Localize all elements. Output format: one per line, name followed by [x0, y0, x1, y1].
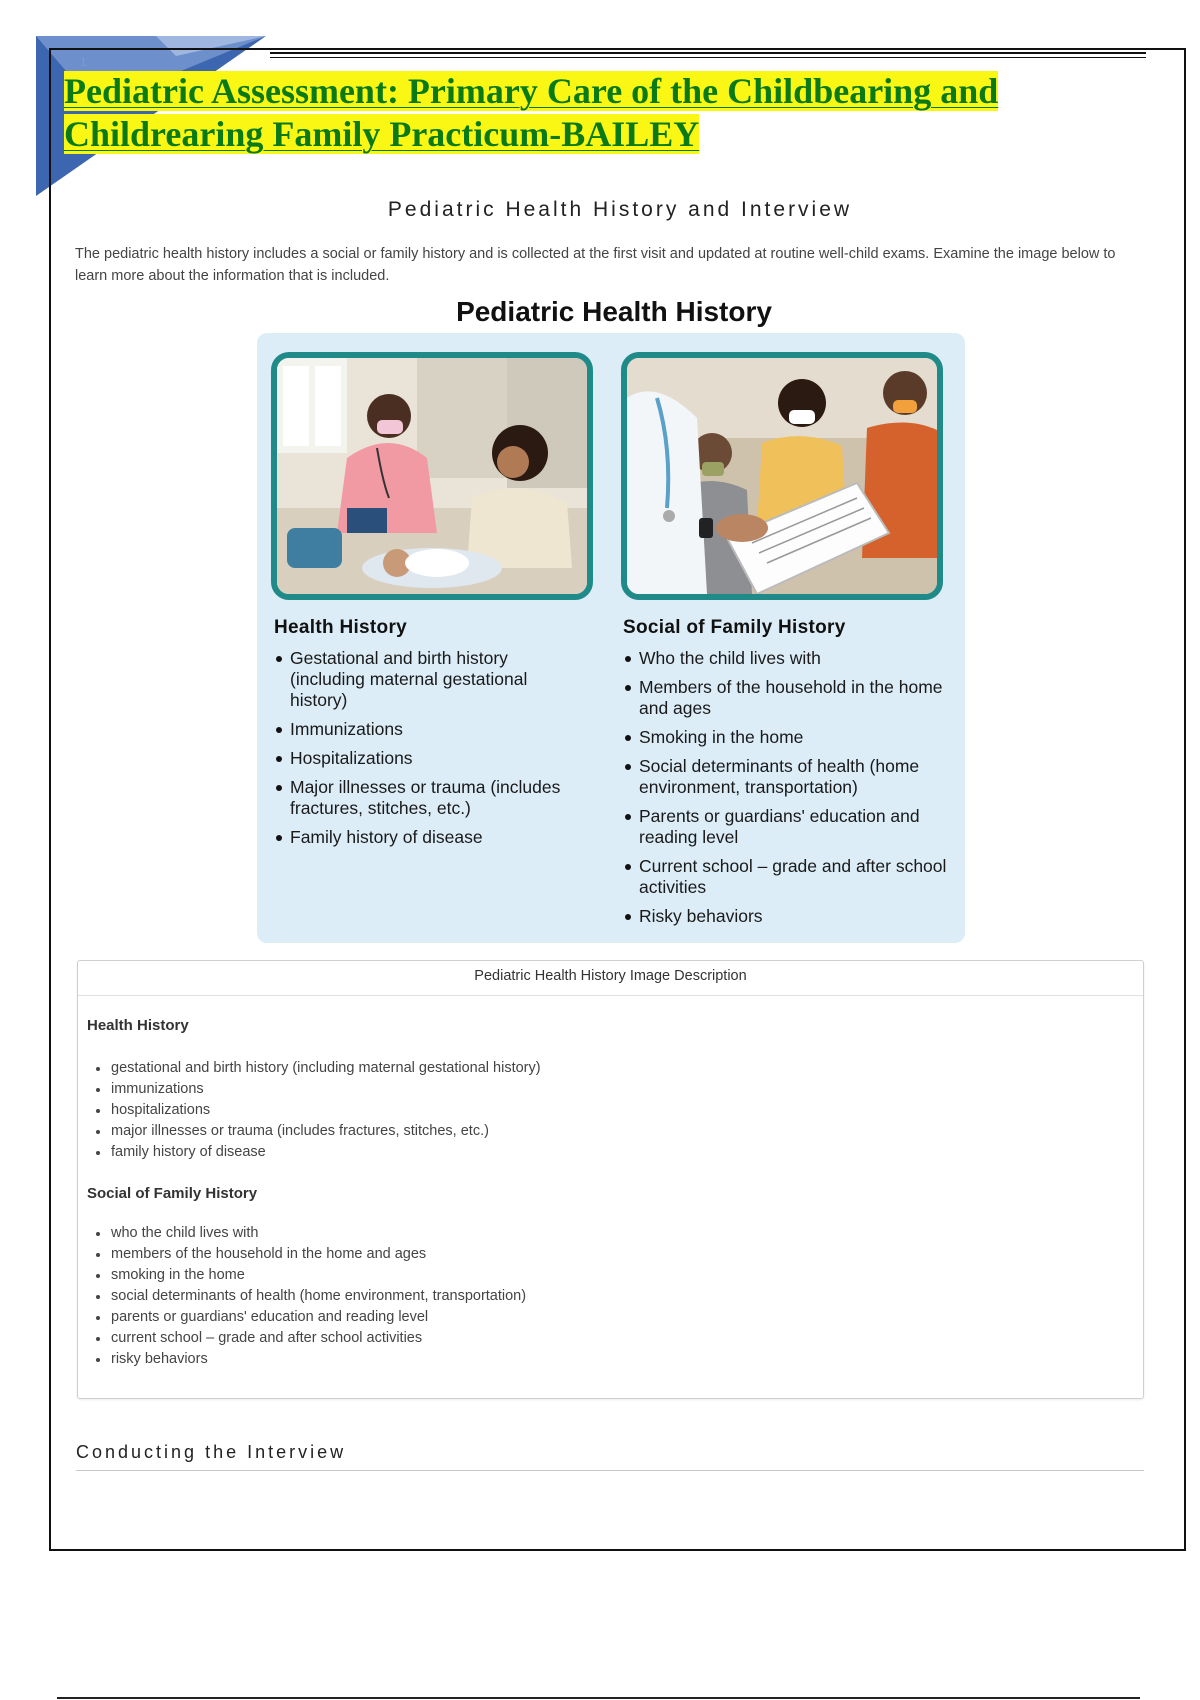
clinician-examining-infant-photo [271, 352, 593, 600]
list-item: gestational and birth history (including maternal gestational history) [87, 1058, 541, 1079]
list-item: members of the household in the home and ages [87, 1244, 526, 1265]
page-number: 1 [80, 54, 87, 69]
description-divider [78, 995, 1143, 996]
document-title: Pediatric Assessment: Primary Care of the Childbearing and Childrearing Family Practicum-BAILEY [64, 71, 999, 154]
figure-title: Pediatric Health History [456, 296, 772, 327]
list-item: social determinants of health (home environment, transportation) [87, 1286, 526, 1307]
image-description-title[interactable]: Pediatric Health History Image Description [474, 968, 747, 984]
list-item: smoking in the home [87, 1265, 526, 1286]
footer-rule [57, 1697, 1140, 1699]
list-item: Social determinants of health (home environment, transportation) [623, 756, 948, 798]
list-item: Immunizations [274, 719, 574, 740]
description-social-list [87, 1223, 526, 1370]
conducting-interview-heading: Conducting the Interview [76, 1442, 347, 1462]
description-health-heading: Health History [87, 1017, 189, 1034]
list-item: Members of the household in the home and ages [623, 677, 948, 719]
social-history-heading: Social of Family History [623, 617, 846, 638]
description-health-list [87, 1058, 541, 1163]
social-history-list [623, 648, 948, 935]
list-item: major illnesses or trauma (includes fractures, stitches, etc.) [87, 1121, 541, 1142]
list-item: Family history of disease [274, 827, 574, 848]
list-item: parents or guardians' education and reading level [87, 1307, 526, 1328]
health-history-list [274, 648, 574, 856]
list-item: Hospitalizations [274, 748, 574, 769]
description-social-heading: Social of Family History [87, 1185, 258, 1202]
list-item: Major illnesses or trauma (includes fractures, stitches, etc.) [274, 777, 574, 819]
section-heading: Pediatric Health History and Interview [387, 198, 853, 221]
intro-paragraph: The pediatric health history includes a social or family history and is collected at the first visit and updated at routine well-child exams. Examine the image below to learn more about the information that is included. [75, 246, 1116, 284]
section-divider [76, 1470, 1144, 1471]
list-item: current school – grade and after school activities [87, 1328, 526, 1349]
list-item: hospitalizations [87, 1100, 541, 1121]
list-item: Current school – grade and after school activities [623, 856, 948, 898]
list-item: risky behaviors [87, 1349, 526, 1370]
list-item: Parents or guardians' education and reading level [623, 806, 948, 848]
list-item: Who the child lives with [623, 648, 948, 669]
health-history-heading: Health History [274, 617, 408, 638]
list-item: family history of disease [87, 1142, 541, 1163]
list-item: immunizations [87, 1079, 541, 1100]
clinician-with-clipboard-waiting-room-photo [621, 352, 943, 600]
list-item: Smoking in the home [623, 727, 948, 748]
list-item: Gestational and birth history (including maternal gestational history) [274, 648, 574, 711]
list-item: who the child lives with [87, 1223, 526, 1244]
list-item: Risky behaviors [623, 906, 948, 927]
